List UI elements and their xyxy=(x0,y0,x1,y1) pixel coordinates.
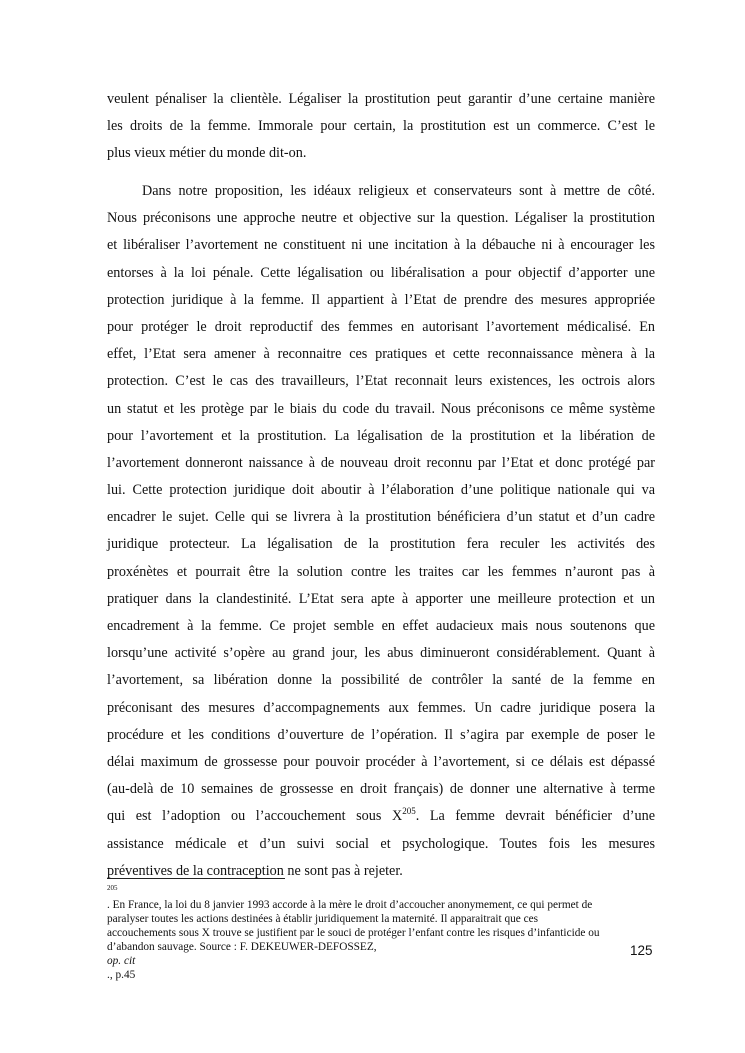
paragraph-line: préventives de la contraception ne sont pas à rejeter. xyxy=(107,862,403,879)
paragraph-line: plus vieux métier du monde dit-on. xyxy=(107,145,307,162)
paragraph-line: assistance médicale et d’un suivi social et psychologique. Toutes fois les mesures xyxy=(107,835,655,852)
paragraph-line: pratiquer dans la clandestinité. L’Etat sera apte à apporter une meilleure protection et un xyxy=(107,590,655,607)
paragraph-line: les droits de la femme. Immorale pour certain, la prostitution est un commerce. C’est le xyxy=(107,118,655,135)
paragraph-line: lui. Cette protection juridique doit aboutir à l’élaboration d’une politique nationale qui va xyxy=(107,482,655,499)
paragraph-line: un statut et les protège par le biais du code du travail. Nous préconisons ce même système xyxy=(107,400,655,417)
paragraph-line: encadrer le sujet. Celle qui se livrera à la prostitution bénéficiera d’un statut et d’un cadre xyxy=(107,509,655,526)
paragraph-line: proxénètes et pourrait être la solution contre les traites car les femmes n’auront pas à xyxy=(107,563,655,580)
paragraph-line: juridique protecteur. La légalisation de la prostitution fera reculer les activités des xyxy=(107,536,655,553)
paragraph-line: l’avortement donneront naissance à de nouveau droit reconnu par l’Etat et donc protégé par xyxy=(107,454,655,471)
paragraph-line: effet, l’Etat sera amener à reconnaitre ces pratiques et cette reconnaissance mènera à la xyxy=(107,346,655,363)
paragraph-line: délai maximum de grossesse pour pouvoir procéder à l’avortement, si ce délais est dépassé xyxy=(107,753,655,770)
paragraph-line: protection juridique à la femme. Il appartient à l’Etat de prendre des mesures appropriée xyxy=(107,291,655,308)
footnote xyxy=(107,884,657,982)
paragraph-line: préconisant des mesures d’accompagnements aux femmes. Un cadre juridique posera la xyxy=(107,699,655,716)
paragraph-line: procédure et les conditions d’ouverture de l’opération. Il s’agira par exemple de poser le xyxy=(107,726,655,743)
paragraph-line: Nous préconisons une approche neutre et objective sur la question. Légaliser la prostitution xyxy=(107,210,655,227)
footnote-separator xyxy=(107,878,285,879)
footnote-marker: 205 xyxy=(107,884,118,892)
paragraph-line: l’avortement, sa libération donne la possibilité de contrôler la santé de la femme en xyxy=(107,672,655,689)
paragraph-line: entorses à la loi pénale. Cette légalisation ou libéralisation a pour objectif d’apporter une xyxy=(107,264,655,281)
paragraph-line: Dans notre proposition, les idéaux religieux et conservateurs sont à mettre de côté. xyxy=(142,183,655,199)
paragraph-line: protection. C’est le cas des travailleurs, l’Etat reconnait leurs existences, les octrois alors xyxy=(107,373,655,390)
paragraph-line: pour l’avortement et la prostitution. La légalisation de la prostitution et la libération de xyxy=(107,427,655,444)
footnote-italic-ref: op. cit xyxy=(107,955,136,967)
paragraph-line: veulent pénaliser la clientèle. Légaliser la prostitution peut garantir d’une certaine manière xyxy=(107,91,655,107)
footnote-line: $^{205}$ . En France, la loi du 8 janvier 1993 accorde à la mère le droit d’accoucher anonymement, ce qui permet de xyxy=(107,884,593,911)
paragraph-2 xyxy=(107,178,655,885)
footnote-reference[interactable]: 205 xyxy=(402,806,416,817)
paragraph-line: encadrement à la femme. Ce projet semble en effet audacieux mais nous soutenons que xyxy=(107,618,655,634)
paragraph-line: pour protéger le droit reproductif des femmes en autorisant l’avortement médicalisé. En xyxy=(107,318,655,335)
footnote-line: accouchements sous X trouve se justifient par le souci de protéger l’enfant contre les risques d’infanticide ou xyxy=(107,927,600,939)
paragraph-line: lorsqu’une activité s’opère au grand jour, les abus diminueront considérablement. Quant à xyxy=(107,645,655,662)
page-number: 125 xyxy=(630,943,653,958)
footnote-line: d’abandon sauvage. Source : F. DEKEUWER-DEFOSSEZ, op. cit ., p.45 xyxy=(107,941,377,981)
footnote-line: paralyser toutes les actions destinées à établir juridiquement la maternité. Il apparaitrait que ces xyxy=(107,913,538,925)
paragraph-line-with-footnote: qui est l’adoption ou l’accouchement sous $X^{205}$. La femme devrait bénéficier d’une xyxy=(107,806,655,825)
paragraph-line: et libéraliser l’avortement ne constituent ni une incitation à la débauche ni à encourager les xyxy=(107,237,655,254)
paragraph-1 xyxy=(107,86,655,168)
paragraph-line: (au-delà de 10 semaines de grossesse en droit français) de donner une alternative à terme xyxy=(107,781,655,798)
